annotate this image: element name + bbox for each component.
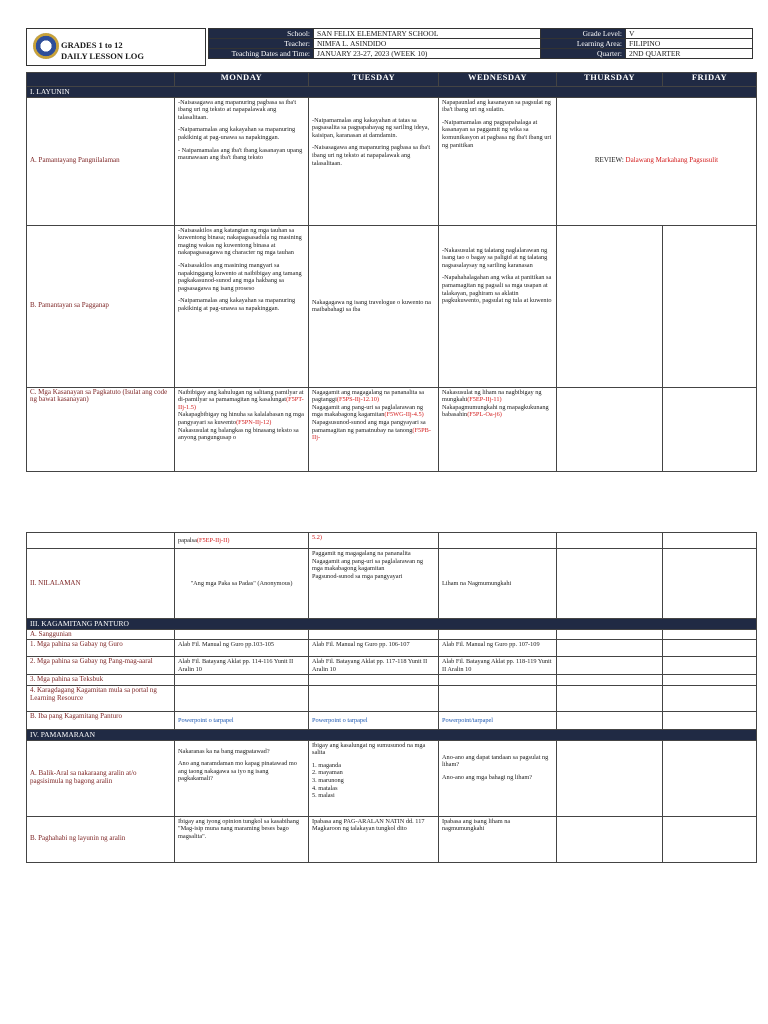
label-pamantayang-pangnilalaman: A. Pamantayang Pangnilalaman bbox=[27, 97, 175, 225]
gabay-monday: Alab Fil. Manual ng Guro pp.103-105 bbox=[175, 640, 309, 657]
label-sanggunian: A. Sanggunian bbox=[27, 629, 175, 640]
label-balik-aral: A. Balik-Aral sa nakaraang aralin at/o pagsisimula ng bagong aralin bbox=[27, 740, 175, 816]
label-pang-mag-aaral: 2. Mga pahina sa Gabay ng Pang-mag-aaral bbox=[27, 657, 175, 675]
review-cell bbox=[557, 97, 757, 225]
b-tuesday: Nakagagawa ng isang travelogue o kuwento na maibabahagi sa iba bbox=[309, 225, 439, 387]
title-daily-lesson-log: DAILY LESSON LOG bbox=[61, 51, 144, 61]
nilalaman-wednesday: Liham na Nagmumungkahi bbox=[439, 549, 557, 619]
area-label: Learning Area: bbox=[541, 39, 626, 49]
grade-label: Grade Level: bbox=[541, 29, 626, 39]
habi-tuesday: Ipabasa ang PAG-ARALAN NATIN dd. 117 Magkaroon ng talakayan tungkol dito bbox=[309, 816, 439, 862]
lesson-grid-page2 bbox=[26, 532, 757, 863]
quarter-value: 2ND QUARTER bbox=[626, 49, 753, 59]
school-value: SAN FELIX ELEMENTARY SCHOOL bbox=[314, 29, 541, 39]
label-pamantayan-sa-pagganap: B. Pamantayan sa Pagganap bbox=[27, 225, 175, 387]
dates-label: Teaching Dates and Time: bbox=[209, 49, 314, 59]
school-label: School: bbox=[209, 29, 314, 39]
habi-wednesday: Ipabasa ang isang liham na nagmumungkahi bbox=[439, 816, 557, 862]
cont-tuesday: 5.2) bbox=[309, 533, 439, 549]
label-gabay-ng-guro: 1. Mga pahina sa Gabay ng Guro bbox=[27, 640, 175, 657]
label-paghahabi: B. Paghahabi ng layunin ng aralin bbox=[27, 816, 175, 862]
teacher-label: Teacher: bbox=[209, 39, 314, 49]
cont-thursday bbox=[557, 533, 663, 549]
c-monday: Naibibigay ang kahulugan ng salitang pamilyar at di-pamilyar sa pamamagitan ng kasalungat(F5PT-IIj-1.5) Nakapagbibigay ng hinuha sa kalalabasan ng mga pangyayari sa kuwento(F5PN-IIj-12) Nakasusulat ng balangkas ng binasang teksto sa anyong pangungusap o bbox=[175, 387, 309, 471]
cont-monday: papalsa(F5EP-IIj-II) bbox=[175, 533, 309, 549]
corner-cell bbox=[27, 73, 175, 87]
c-tuesday: Nagagamit ang magagalang na pananalita sa pagtanggi(F5PS-IIj-12.10) Nagagamit ang pang-uri sa paglalarawan ng mga makabagong kagamitan(F5WG-IIj-4.5) Napagsusunod-sunod ang mga pangyayari sa pamamagitan ng pamatnubay na tanong(F5PB-IIj- bbox=[309, 387, 439, 471]
deped-seal-icon bbox=[33, 33, 59, 59]
dates-value: JANUARY 23-27, 2023 (WEEK 10) bbox=[314, 49, 541, 59]
gabay-tuesday: Alab Fil. Manual ng Guro pp. 106-107 bbox=[309, 640, 439, 657]
gabay-wednesday: Alab Fil. Manual ng Guro pp. 107-109 bbox=[439, 640, 557, 657]
title-box bbox=[26, 28, 206, 66]
kag-tuesday: Alab Fil. Batayang Aklat pp. 117-118 Yunit II Aralin 10 bbox=[309, 657, 439, 675]
section-layunin: I. LAYUNIN bbox=[27, 87, 757, 98]
balik-tuesday: Ibigay ang kasalungat ng sumusunod na mga salita 1. maganda 2. mayaman 3. marunong 4. matalas 5. malasi bbox=[309, 740, 439, 816]
title-grades: GRADES 1 to 12 bbox=[61, 40, 123, 50]
day-tuesday: TUESDAY bbox=[309, 73, 439, 87]
iba-tuesday: Powerpoint o tarpapel bbox=[309, 711, 439, 729]
balik-monday: Nakaranas ka na bang magpatawad? Ano ang naramdaman mo kapag pinatawad mo ang taong nakagawa sa iyo ng isang pagkakamali? bbox=[175, 740, 309, 816]
label-teksbuk: 3. Mga pahina sa Teksbuk bbox=[27, 675, 175, 686]
balik-wednesday: Ano-ano ang dapat tandaan sa pagsulat ng liham? Ano-ano ang mga bahagi ng liham? bbox=[439, 740, 557, 816]
review-label: REVIEW: bbox=[594, 156, 624, 165]
b-wednesday: -Nakasusulat ng talatang naglalarawan ng isang tao o bagay sa paligid at ng talatang nagsasalaysay ng sariling karanasan -Napahahalagahan ang wika at panitikan sa pamamagitan ng pagsali sa mga usapan at talakayan, paghiram sa aklatin pagkukuwento, pagsulat ng tula at kuwento bbox=[439, 225, 557, 387]
grade-value: V bbox=[626, 29, 753, 39]
nilalaman-friday bbox=[663, 549, 757, 619]
section-nilalaman: II. NILALAMAN bbox=[27, 549, 175, 619]
day-friday: FRIDAY bbox=[663, 73, 757, 87]
lesson-log-header bbox=[26, 28, 756, 66]
page-one bbox=[0, 0, 768, 500]
meta-table bbox=[208, 28, 753, 59]
kag-wednesday: Alab Fil. Batayang Aklat pp. 118-119 Yunit II Aralin 10 bbox=[439, 657, 557, 675]
b-monday: -Naisasakilos ang katangian ng mga tauhan sa kuwentong binasa; nakapagsasadula ng masining maging wakas ng kuwentong binasa at nakapagsasagawa ng character ng mga tauhan -Naisasakilos ang masining mangyari sa napakinggang kuwento at naibibigay ang tamang pagkakasunod-sunod ang mga hakbang sa pagsasagawa ng isang proseso -Naipamamalas ang kakayahan sa mapanuring pakikinig at pag-unawa sa napakinggan. bbox=[175, 225, 309, 387]
label-mga-kasanayan: C. Mga Kasanayan sa Pagkatuto (Isulat ang code ng bawat kasanayan) bbox=[27, 387, 175, 471]
lesson-grid-page1 bbox=[26, 72, 757, 472]
a-wednesday: Napapaunlad ang kasanayan sa pagsulat ng iba't ibang uri ng sulatin. -Naipamamalas ang pagpapahalaga at kasanayan sa paggamit ng wika sa komunikasyon at pagbasa ng iba't ibang uri ng panitikan bbox=[439, 97, 557, 225]
cont-friday bbox=[663, 533, 757, 549]
area-value: FILIPINO bbox=[626, 39, 753, 49]
b-thursday bbox=[557, 225, 663, 387]
review-text: Dalawang Markahang Pagsusulit bbox=[625, 156, 719, 165]
a-tuesday: -Naipamamalas ang kakayahan at tatas sa pagsasalita sa pagpapahayag ng sariling ideya, kaisipan, karanasan at damdamin. -Naisasagawa ang mapanuring pagbasa sa iba't ibang uri ng teksto at napapalawak ang talasalitaan. bbox=[309, 97, 439, 225]
label-learning-resource: 4. Karagdagang Kagamitan mula sa portal ng Learning Resource bbox=[27, 685, 175, 711]
quarter-label: Quarter: bbox=[541, 49, 626, 59]
nilalaman-monday: "Ang mga Paka sa Padas" (Anonymous) bbox=[175, 549, 309, 619]
label-iba-pang-kagamitan: B. Iba pang Kagamitang Panturo bbox=[27, 711, 175, 729]
cont-wednesday bbox=[439, 533, 557, 549]
c-friday bbox=[663, 387, 757, 471]
c-thursday bbox=[557, 387, 663, 471]
nilalaman-tuesday: Paggamit ng magagalang na pananalita Nagagamit ang pang-uri sa paglalarawan ng mga makabagong kagamitan Pagsunod-sunod sa mga pangyayari bbox=[309, 549, 439, 619]
section-pamamaraan: IV. PAMAMARAAN bbox=[27, 729, 757, 740]
day-wednesday: WEDNESDAY bbox=[439, 73, 557, 87]
kag-monday: Alab Fil. Batayang Aklat pp. 114-116 Yunit II Aralin 10 bbox=[175, 657, 309, 675]
habi-monday: Ibigay ang iyong opinion tungkol sa kasabihang "Mag-isip muna nang maraming beses bago magsalita". bbox=[175, 816, 309, 862]
cont-label bbox=[27, 533, 175, 549]
a-monday: -Naisasagawa ang mapanuring pagbasa sa iba't ibang uri ng teksto at napapalawak ang talasalitaan. -Naipamamalas ang kakayahan sa mapanuring pakikinig at pag-unawa sa napakinggan. - Naipamamalas ang iba't ibang kasanayan upang maunawaan ang iba't ibang teksto bbox=[175, 97, 309, 225]
c-wednesday: Nakasusulat ng liham na nagbibigay ng mungkahi(F5EP-IIj-11) Nakapagmumungkahi ng mapagkukunang babasahin(F5PL-Oa-j6) bbox=[439, 387, 557, 471]
section-kagamitang-panturo: III. KAGAMITANG PANTURO bbox=[27, 619, 757, 630]
day-thursday: THURSDAY bbox=[557, 73, 663, 87]
iba-wednesday: Powerpoint/tarpapel bbox=[439, 711, 557, 729]
b-friday bbox=[663, 225, 757, 387]
page-two bbox=[0, 500, 768, 1024]
day-monday: MONDAY bbox=[175, 73, 309, 87]
iba-monday: Powerpoint o tarpapel bbox=[175, 711, 309, 729]
nilalaman-thursday bbox=[557, 549, 663, 619]
teacher-value: NIMFA L. ASINDIDO bbox=[314, 39, 541, 49]
